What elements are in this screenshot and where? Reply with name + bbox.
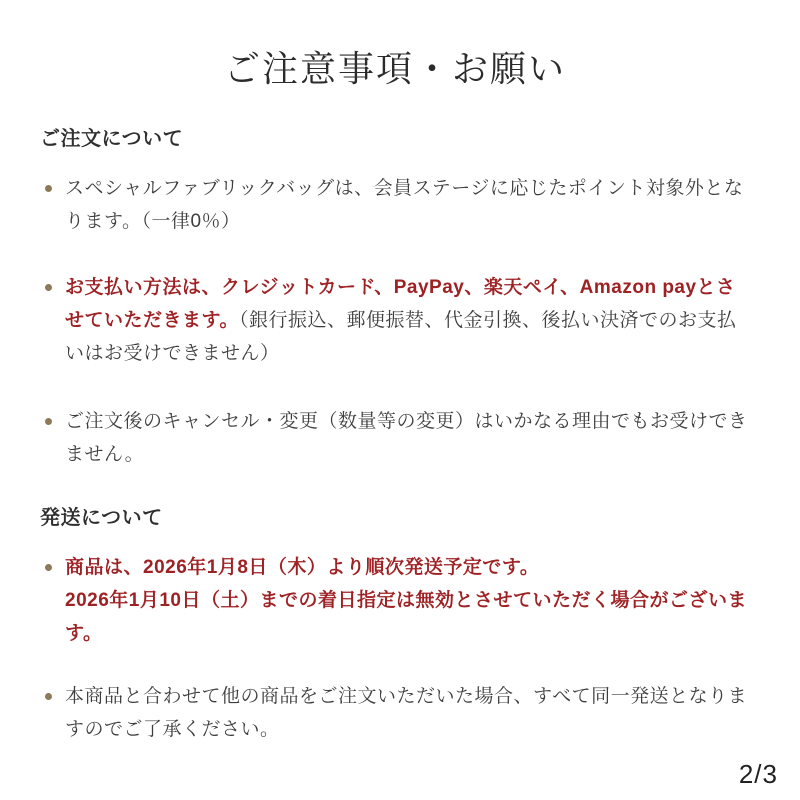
- section-orders-heading: ご注文について: [40, 128, 184, 150]
- section-shipping: [40, 506, 750, 746]
- bullet-text-payment: [65, 271, 750, 370]
- bullet-icon: [45, 284, 52, 291]
- list-item-cancellation: [40, 405, 750, 471]
- bullet-icon: [45, 185, 52, 192]
- payment-methods-highlight: お支払い方法は、クレジットカード、PayPay、楽天ペイ、Amazon payとさせていただきます。: [65, 277, 736, 331]
- bullet-text-cancellation: ご注文後のキャンセル・変更（数量等の変更）はいかなる理由でもお受けできません。: [65, 411, 748, 465]
- list-item-payment: [40, 271, 750, 370]
- bullet-text-combined-shipping: 本商品と合わせて他の商品をご注文いただいた場合、すべて同一発送となりますのでご了承ください。: [65, 686, 748, 740]
- ship-date-line1: 商品は、2026年1月8日（木）より順次発送予定です。: [65, 557, 540, 578]
- bullet-icon: [45, 418, 52, 425]
- list-item-points: [40, 172, 750, 238]
- list-item-combined-shipping: [40, 680, 750, 746]
- page-title: ご注意事項・お願い: [223, 49, 566, 89]
- bullet-icon: [45, 693, 52, 700]
- bullet-text-ship-date: [65, 551, 750, 650]
- payment-methods-note: （銀行振込、郵便振替、代金引換、後払い決済でのお支払いはお受けできません）: [65, 310, 737, 364]
- section-orders: [40, 127, 750, 471]
- ship-date-line2: 2026年1月10日（土）までの着日指定は無効とさせていただく場合がございます。: [65, 590, 747, 644]
- section-shipping-heading: 発送について: [40, 507, 163, 529]
- page-indicator: 2/3: [738, 759, 778, 789]
- bullet-icon: [45, 564, 52, 571]
- list-item-ship-date: [40, 551, 750, 650]
- bullet-text-points: スペシャルファブリックバッグは、会員ステージに応じたポイント対象外となります。（一律0％）: [65, 178, 744, 232]
